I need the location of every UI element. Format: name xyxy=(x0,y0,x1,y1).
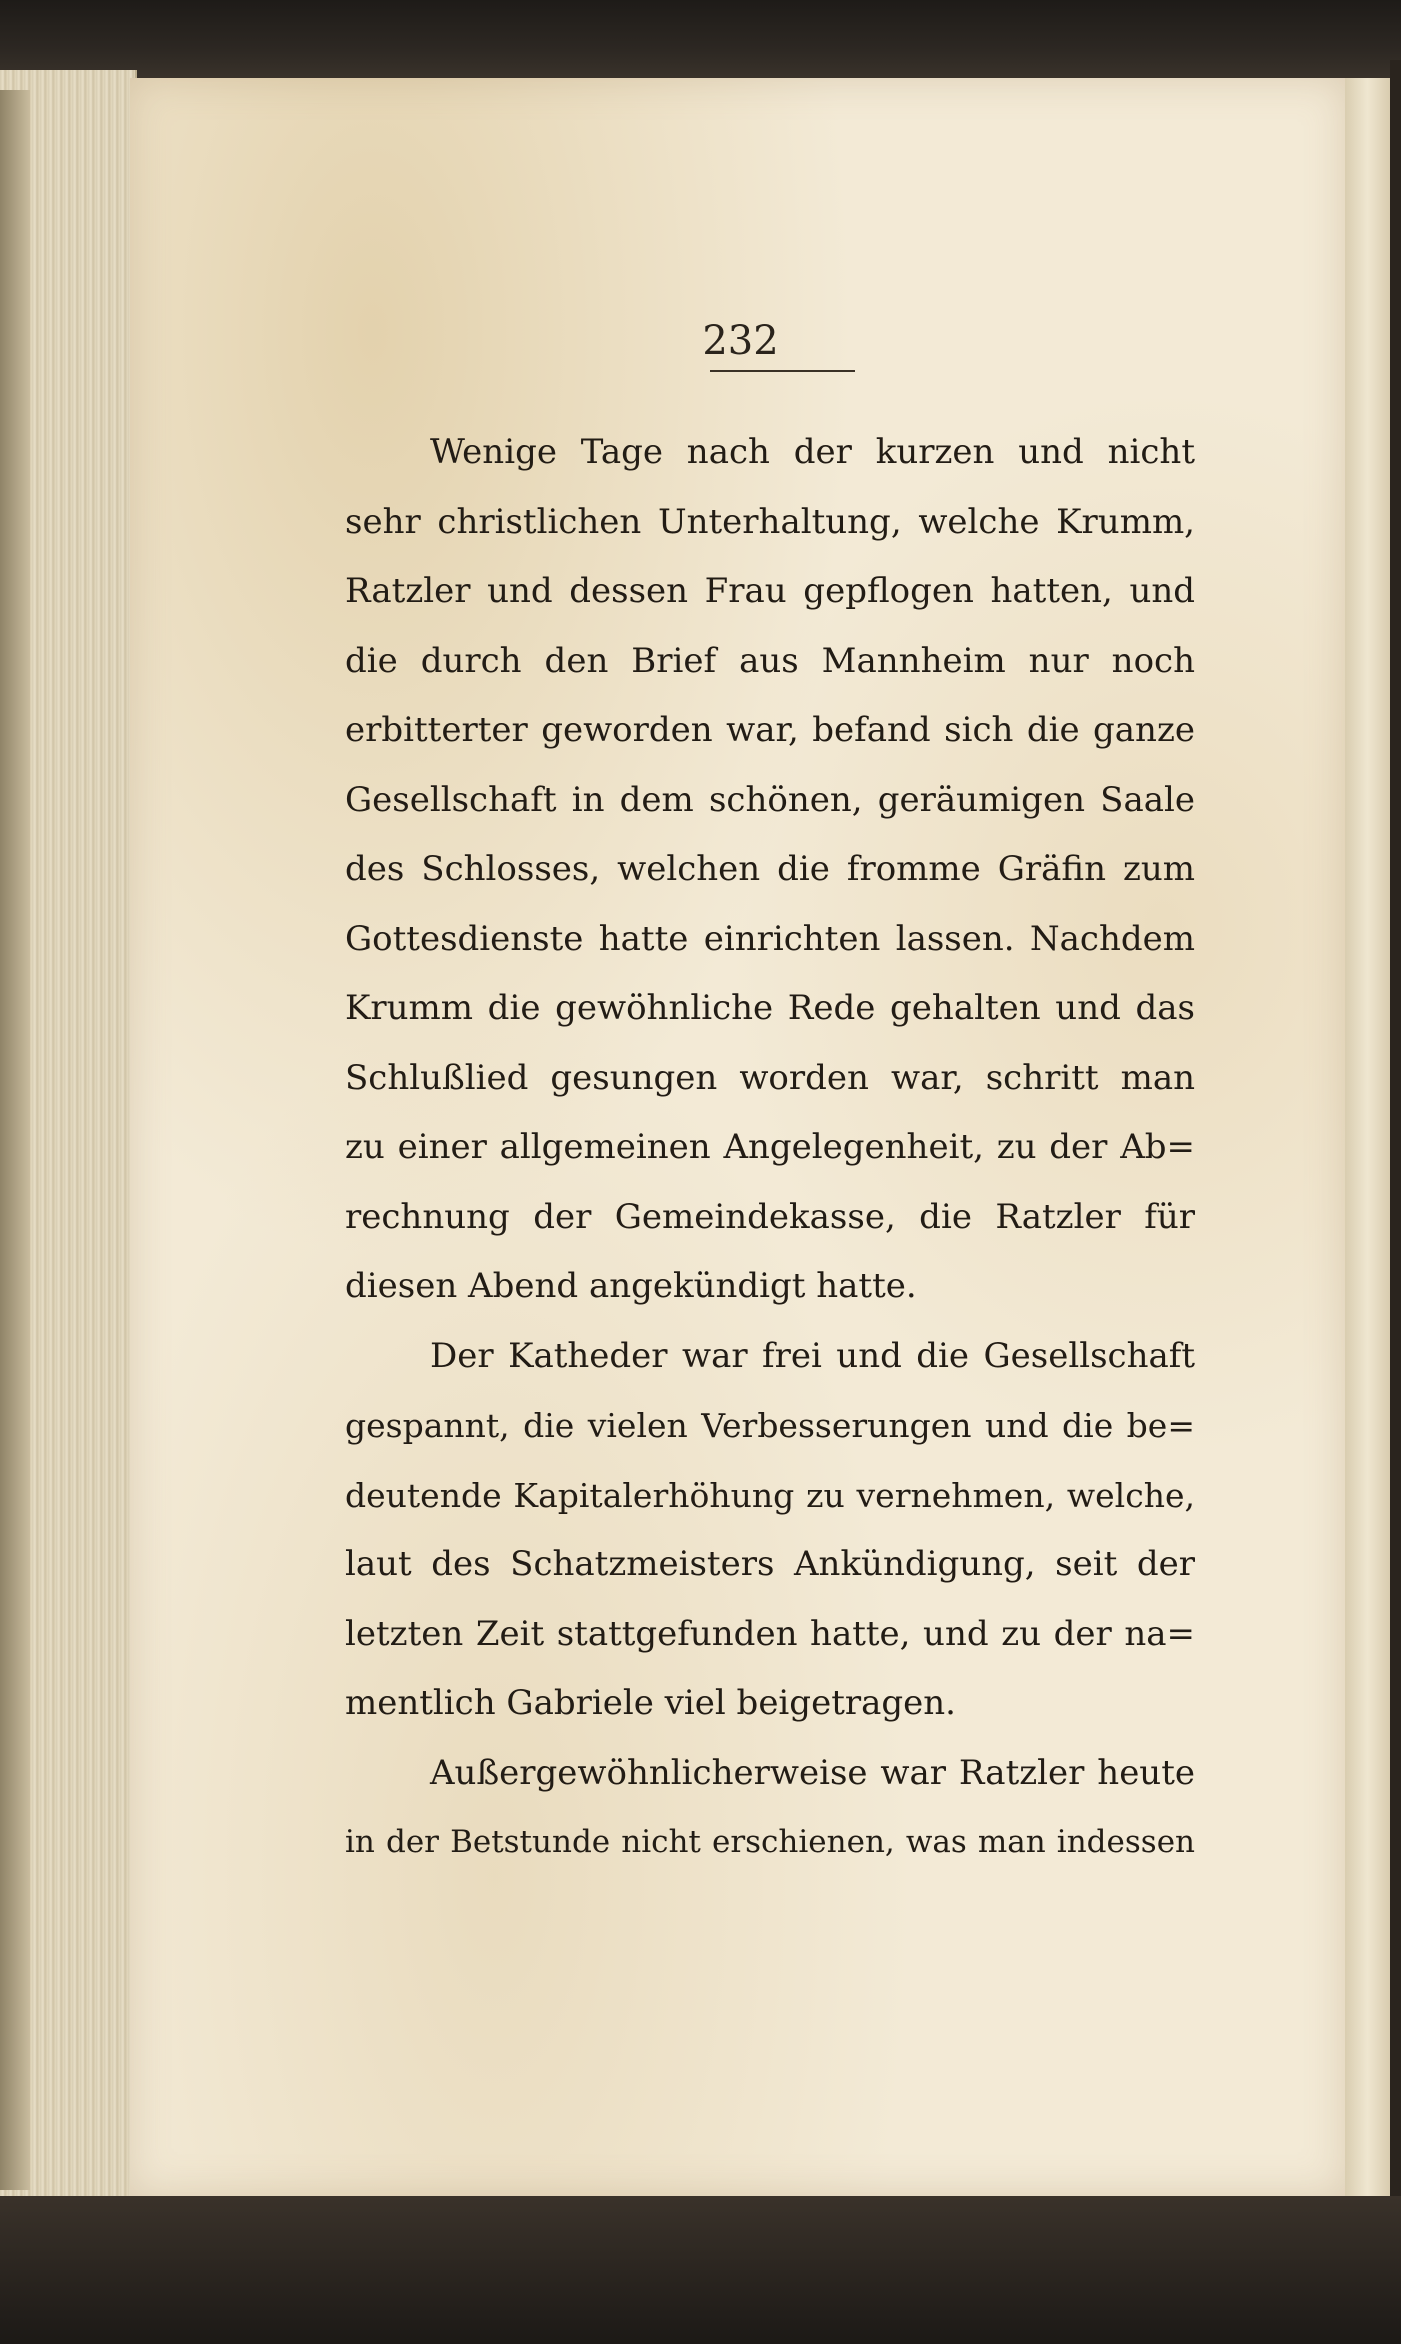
text-line: Gesellschaft in dem schönen, geräumigen Saale xyxy=(345,779,1195,820)
text-line: Ratzler und dessen Frau gepflogen hatten, und xyxy=(345,571,1195,611)
page-number: 232 xyxy=(702,318,779,364)
text-line: Außergewöhnlicherweise war Ratzler heute xyxy=(430,1752,1195,1793)
text-line: Gottesdienste hatte einrichten lassen. Nachdem xyxy=(345,918,1195,959)
text-line: diesen Abend angekündigt hatte. xyxy=(345,1266,917,1306)
text-line: die durch den Brief aus Mannheim nur noch xyxy=(345,640,1195,681)
text-line: deutende Kapitalerhöhung zu vernehmen, welche, xyxy=(345,1475,1195,1515)
text-line: Wenige Tage nach der kurzen und nicht xyxy=(430,432,1195,472)
book-cover-edge xyxy=(1390,60,1401,2260)
text-line: sehr christlichen Unterhaltung, welche Krumm, xyxy=(345,501,1195,542)
text-line: Krumm die gewöhnliche Rede gehalten und das xyxy=(345,988,1195,1028)
text-line: erbitterter geworden war, befand sich die ganze xyxy=(345,710,1195,750)
text-line: letzten Zeit stattgefunden hatte, und zu der na= xyxy=(345,1613,1195,1654)
text-line: laut des Schatzmeisters Ankündigung, seit der xyxy=(345,1544,1195,1584)
text-line: in der Betstunde nicht erschienen, was man indessen xyxy=(345,1824,1195,1860)
text-line: zu einer allgemeinen Angelegenheit, zu der Ab= xyxy=(345,1127,1195,1167)
book-spine-shadow xyxy=(0,90,30,2190)
book-binding-top xyxy=(0,0,1401,80)
page-number-rule xyxy=(710,370,855,372)
text-line: Schlußlied gesungen worden war, schritt man xyxy=(345,1057,1195,1098)
text-line: mentlich Gabriele viel beigetragen. xyxy=(345,1683,956,1723)
text-line: Der Katheder war frei und die Gesellschaft xyxy=(430,1335,1195,1376)
body-text xyxy=(345,418,1195,1878)
text-line: gespannt, die vielen Verbesserungen und die be= xyxy=(345,1406,1195,1445)
text-line: des Schlosses, welchen die fromme Gräfin zum xyxy=(345,849,1195,889)
text-line: rechnung der Gemeindekasse, die Ratzler für xyxy=(345,1196,1195,1237)
book-binding-bottom xyxy=(0,2196,1401,2344)
